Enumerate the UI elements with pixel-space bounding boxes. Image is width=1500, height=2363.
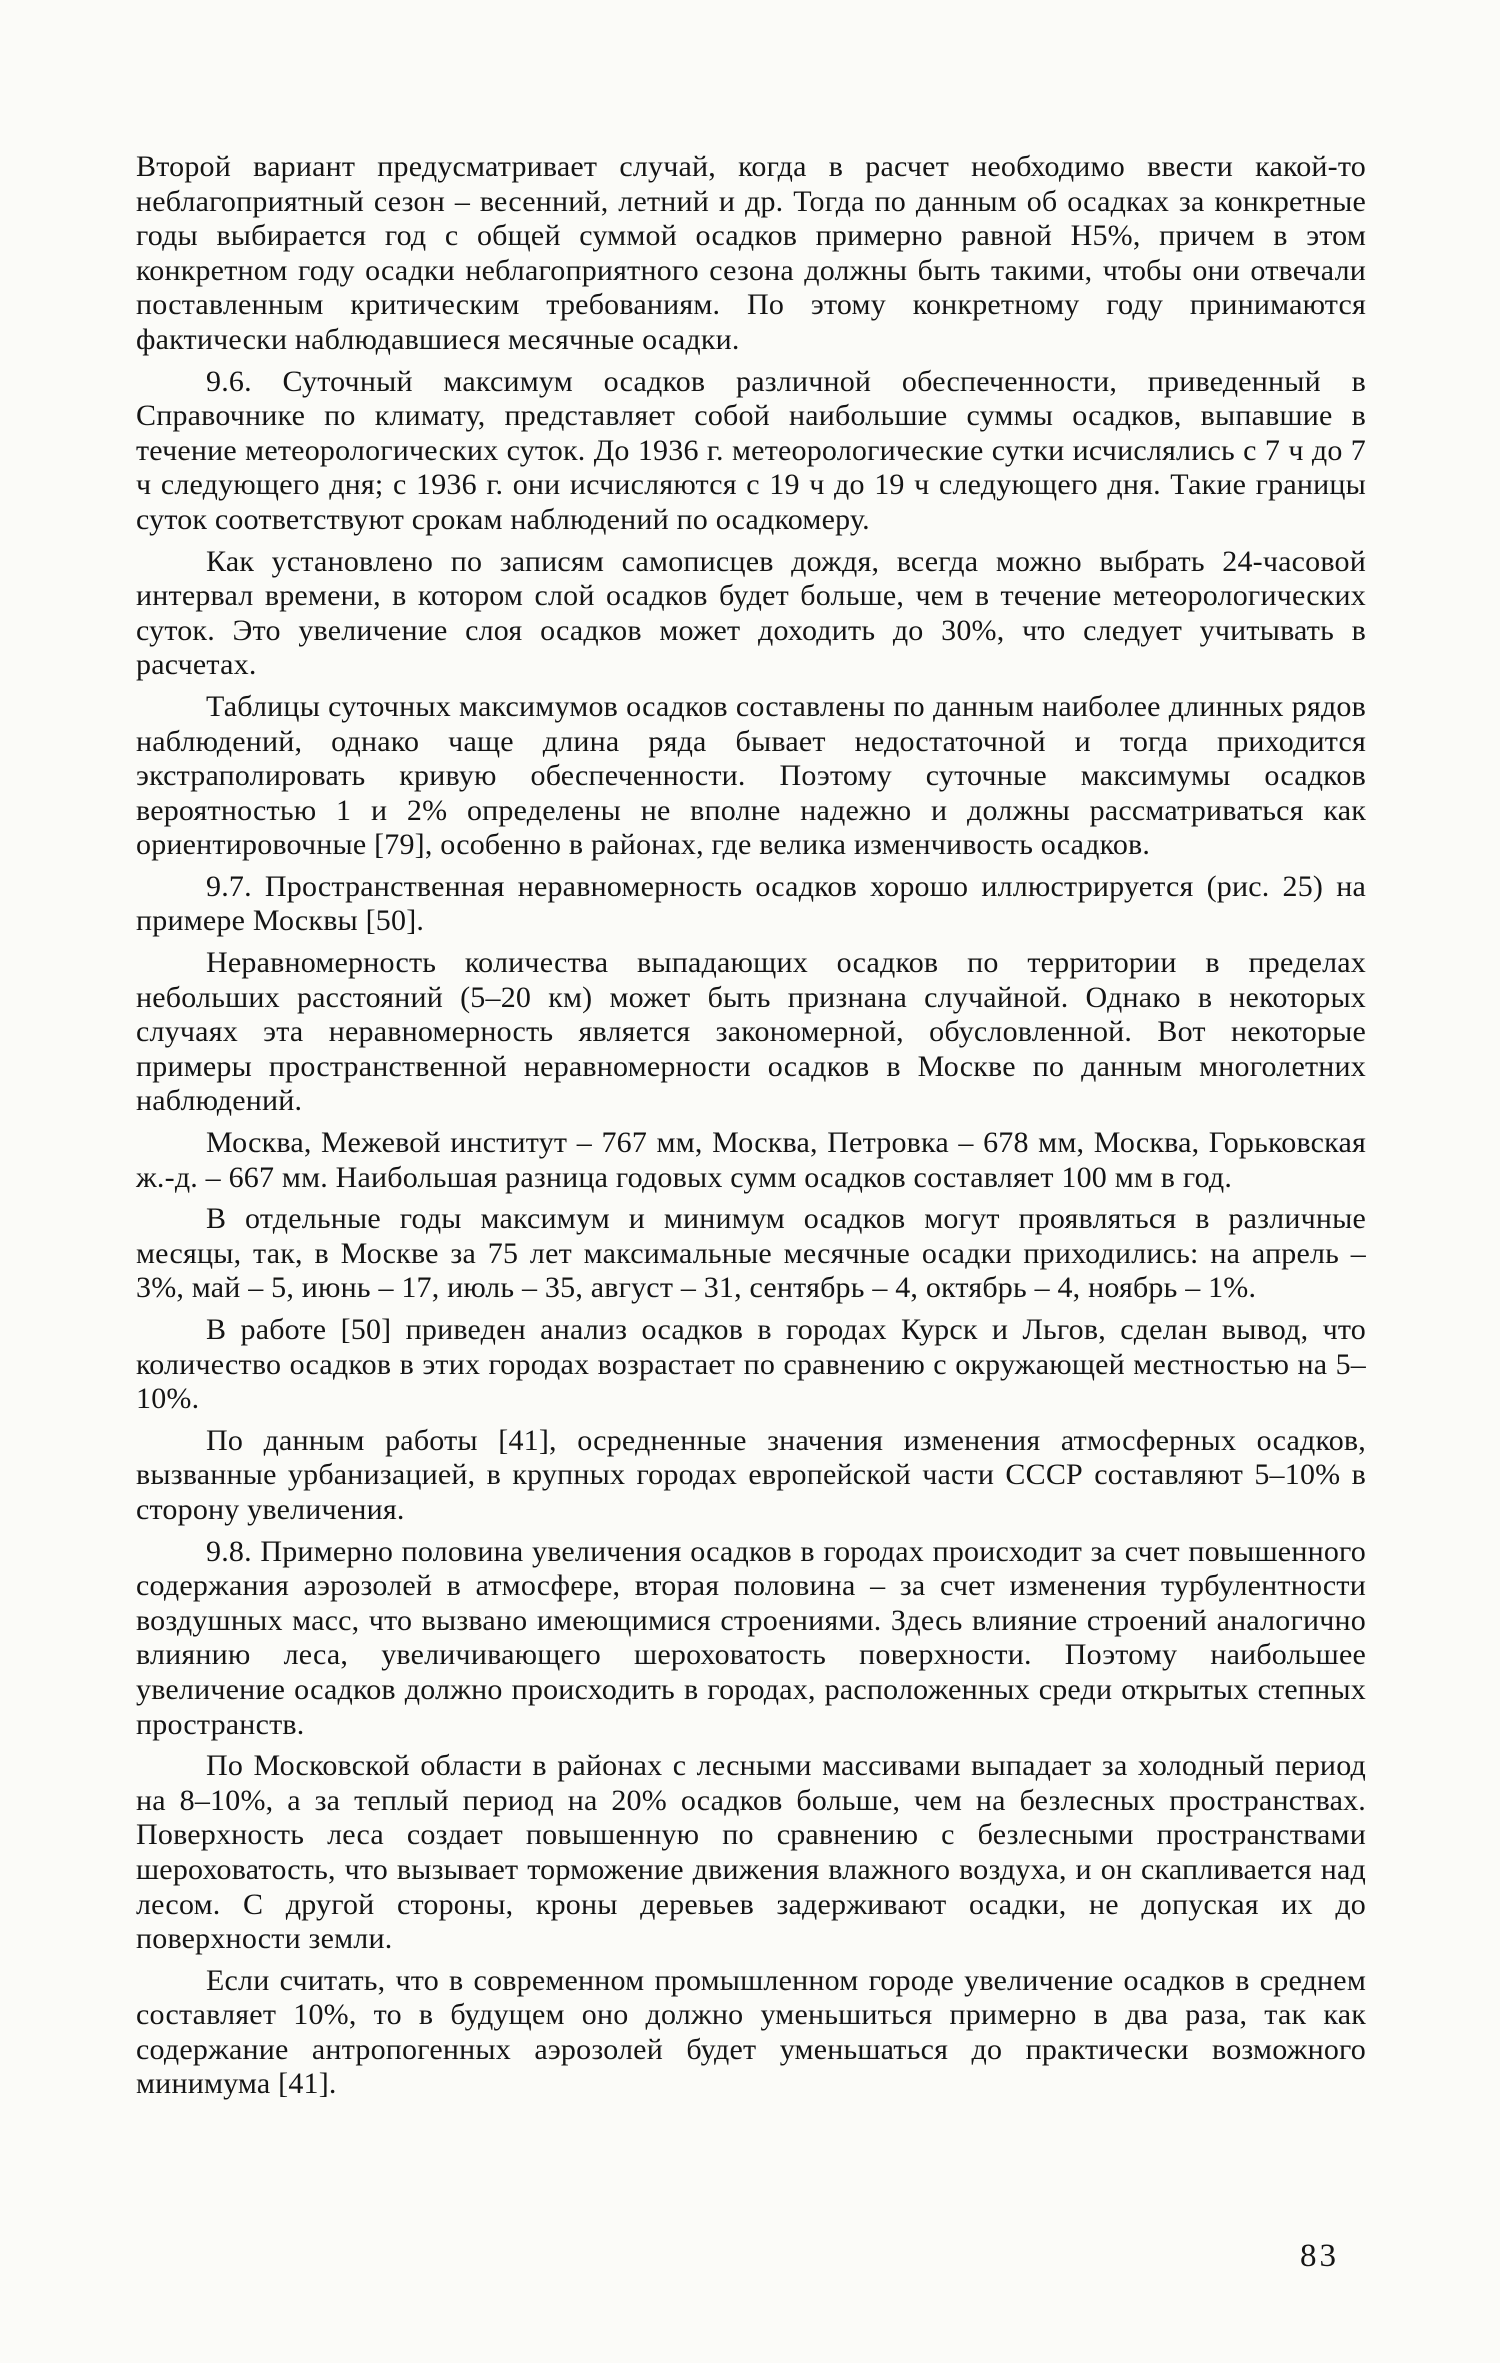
paragraph: 9.7. Пространственная неравномерность осадков хорошо иллюстрируется (рис. 25) на примере Москвы [50]. xyxy=(136,869,1366,938)
page-number: 83 xyxy=(1300,2238,1339,2274)
paragraph: По данным работы [41], осредненные значения изменения атмосферных осадков, вызванные урбанизацией, в крупных городах европейской части СССР составляют 5–10% в сторону увеличения. xyxy=(136,1423,1366,1526)
paragraph: По Московской области в районах с лесными массивами выпадает за холодный период на 8–10%, а за теплый период на 20% осадков больше, чем на безлесных пространствах. Поверхность леса создает повышенную по сравнению с безлесными пространствами шероховатость, что вызывает торможение движения влажного воздуха, и он скапливается над лесом. С другой стороны, кроны деревьев задерживают осадки, не допуская их до поверхности земли. xyxy=(136,1749,1366,1956)
paragraph: В отдельные годы максимум и минимум осадков могут проявляться в различные месяцы, так, в Москве за 75 лет максимальные месячные осадки приходились: на апрель – 3%, май – 5, июнь – 17, июль – 35, август – 31, сентябрь – 4, октябрь – 4, ноябрь – 1%. xyxy=(136,1202,1366,1305)
paragraph: Москва, Межевой институт – 767 мм, Москва, Петровка – 678 мм, Москва, Горьковская ж.-д. – 667 мм. Наибольшая разница годовых сумм осадков составляет 100 мм в год. xyxy=(136,1126,1366,1194)
paragraph: Таблицы суточных максимумов осадков составлены по данным наиболее длинных рядов наблюдений, однако чаще длина ряда бывает недостаточной и тогда приходится экстраполировать кривую обеспеченности. Поэтому суточные максимумы осадков вероятностью 1 и 2% определены не вполне надежно и должны рассматриваться как ориентировочные [79], особенно в районах, где велика изменчивость осадков. xyxy=(136,689,1366,862)
paragraph: Неравномерность количества выпадающих осадков по территории в пределах небольших расстояний (5–20 км) может быть признана случайной. Однако в некоторых случаях эта неравномерность является закономерной, обусловленной. Вот некоторые примеры пространственной неравномерности осадков в Москве по данным многолетних наблюдений. xyxy=(136,946,1366,1118)
paragraph: 9.8. Примерно половина увеличения осадков в городах происходит за счет повышенного содержания аэрозолей в атмосфере, вторая половина – за счет изменения турбулентности воздушных масс, что вызвано имеющимися строениями. Здесь влияние строений аналогично влиянию леса, увеличивающего шероховатость поверхности. Поэтому наибольшее увеличение осадков должно происходить в городах, расположенных среди открытых степных пространств. xyxy=(136,1534,1366,1741)
paragraph: Как установлено по записям самописцев дождя, всегда можно выбрать 24-часовой интервал времени, в котором слой осадков будет больше, чем в течение метеорологических суток. Это увеличение слоя осадков может доходить до 30%, что следует учитывать в расчетах. xyxy=(136,544,1366,682)
page-text xyxy=(136,150,1366,2109)
paragraph: Если считать, что в современном промышленном городе увеличение осадков в среднем составляет 10%, то в будущем оно должно уменьшиться примерно в два раза, так как содержание антропогенных аэрозолей будет уменьшаться до практически возможного минимума [41]. xyxy=(136,1963,1366,2101)
paragraph: В работе [50] приведен анализ осадков в городах Курск и Льгов, сделан вывод, что количество осадков в этих городах возрастает по сравнению с окружающей местностью на 5–10%. xyxy=(136,1313,1366,1416)
paragraph: Второй вариант предусматривает случай, когда в расчет необходимо ввести какой-то неблагоприятный сезон – весенний, летний и др. Тогда по данным об осадках за конкретные годы выбирается год с общей суммой осадков примерно равной H5%, причем в этом конкретном году осадки неблагоприятного сезона должны быть такими, чтобы они отвечали поставленным критическим требованиям. По этому конкретному году принимаются фактически наблюдавшиеся месячные осадки. xyxy=(136,150,1366,356)
paragraph: 9.6. Суточный максимум осадков различной обеспеченности, приведенный в Справочнике по климату, представляет собой наибольшие суммы осадков, выпавшие в течение метеорологических суток. До 1936 г. метеорологические сутки исчислялись с 7 ч до 7 ч следующего дня; с 1936 г. они исчисляются с 19 ч до 19 ч следующего дня. Такие границы суток соответствуют срокам наблюдений по осадкомеру. xyxy=(136,364,1366,536)
